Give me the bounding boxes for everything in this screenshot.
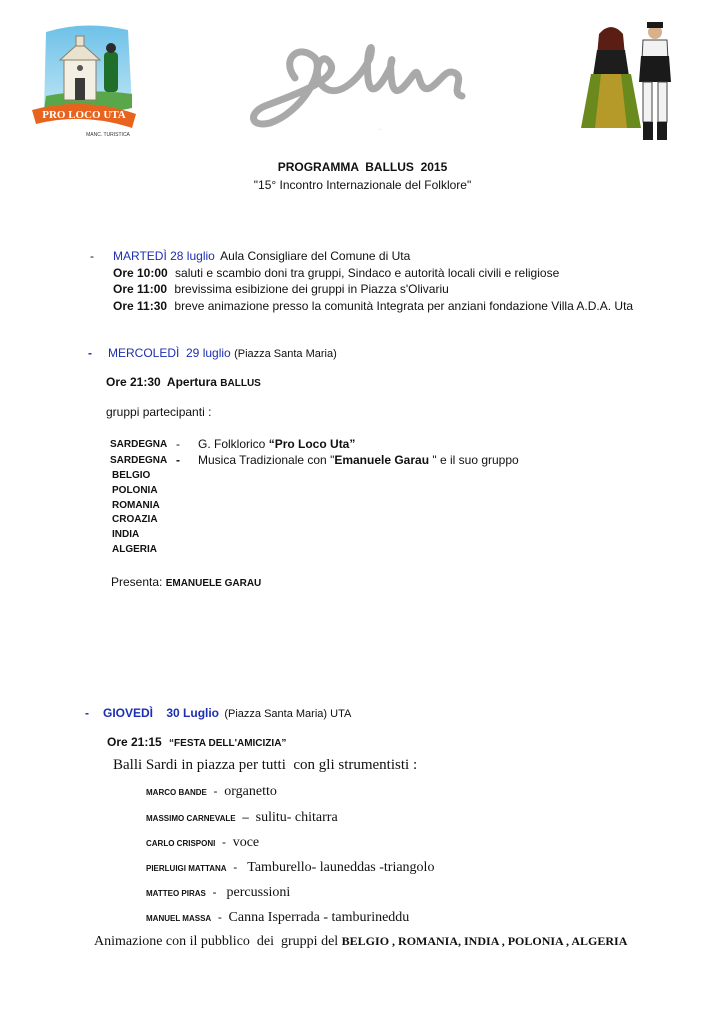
country-item: ROMANIA	[112, 500, 160, 511]
group2-country: SARDEGNA	[110, 455, 168, 466]
country-item: BELGIO	[112, 470, 151, 481]
group2-prefix: Musica Tradizionale con "	[198, 453, 335, 467]
day3-place-suffix: UTA	[327, 708, 352, 720]
country-item: POLONIA	[112, 485, 158, 496]
day1-header	[90, 249, 410, 263]
country-item: CROAZIA	[112, 514, 158, 525]
group1-name: “Pro Loco Uta”	[268, 437, 356, 451]
country-sardegna	[110, 455, 167, 466]
day1-place: Aula Consigliare del Comune di Uta	[220, 249, 411, 263]
day1-item-time: Ore 11:00	[113, 282, 168, 296]
page-title: PROGRAMMA BALLUS 2015	[277, 160, 448, 174]
day2-opening-time: Ore 21:30 Apertura	[106, 375, 217, 389]
group1-line	[198, 437, 355, 451]
country-item: INDIA	[112, 529, 140, 540]
presenter	[111, 575, 261, 589]
musician-sep: -	[206, 784, 225, 798]
day2-date: MERCOLEDÌ 29 luglio	[108, 346, 231, 360]
country-sardegna	[110, 439, 167, 450]
musician-instrument: percussioni	[226, 885, 291, 900]
logo-left-subtext: MANC. TURISTICA	[86, 132, 130, 138]
musician-row	[146, 908, 409, 926]
musician-instrument: Canna Isperrada - tamburineddu	[228, 910, 410, 925]
country-item: ALGERIA	[112, 544, 157, 555]
musician-sep: -	[205, 885, 227, 899]
group2-line	[198, 453, 519, 467]
day3-closing	[94, 934, 627, 950]
day1-item-time: Ore 11:30	[113, 299, 168, 313]
presenter-label: Presenta:	[111, 575, 166, 589]
day3-dash: -	[85, 706, 89, 720]
musician-row	[146, 858, 434, 876]
musician-row	[146, 782, 277, 800]
musician-name: MANUEL MASSA	[146, 914, 212, 923]
musician-name: MARCO BANDE	[146, 788, 207, 797]
musician-instrument: sulitu- chitarra	[255, 810, 338, 825]
group2-name: Emanuele Garau	[334, 453, 430, 467]
day1-item	[113, 266, 559, 280]
group1-dash: -	[176, 437, 180, 451]
musician-instrument: Tamburello- launeddas -triangolo	[247, 860, 435, 875]
signature-text: Ballus	[378, 130, 382, 131]
day3-event	[107, 735, 286, 749]
sardinian-couple-illustration	[575, 16, 685, 144]
day1-item-text: breve animazione presso la comunità Integrata per anziani fondazione Villa A.D.A. Uta	[174, 299, 634, 313]
presenter-name: EMANUELE GARAU	[165, 578, 262, 589]
musician-instrument: organetto	[224, 784, 277, 799]
page-subtitle: "15° Incontro Internazionale del Folklore"	[253, 178, 472, 192]
day2-dash: -	[88, 346, 92, 360]
logo-left-text: PRO LOCO UTA	[42, 109, 126, 121]
day3-place: (Piazza Santa Maria)	[224, 708, 328, 720]
musician-sep: -	[226, 860, 248, 874]
day1-date: MARTEDÌ 28 luglio	[113, 249, 215, 263]
musician-sep: –	[235, 810, 256, 824]
day1-item-text: brevissima esibizione dei gruppi in Piazza s'Olivariu	[174, 282, 449, 296]
day1-dash: -	[90, 249, 94, 263]
musician-name: CARLO CRISPONI	[146, 839, 216, 848]
musician-name: MATTEO PIRAS	[146, 889, 206, 898]
day3-date: GIOVEDÌ 30 Luglio	[103, 706, 220, 720]
musician-row	[146, 883, 290, 901]
group1-prefix: G. Folklorico	[198, 437, 269, 451]
musician-instrument: voce	[232, 835, 260, 850]
day2-opening-name: BALLUS	[220, 378, 261, 389]
day2-header	[88, 346, 337, 360]
day1-item-text: saluti e scambio doni tra gruppi, Sindaco e autorità locali civili e religiose	[175, 266, 560, 280]
group2-suffix: " e il suo gruppo	[429, 453, 519, 467]
day3-event-name: “FESTA DELL'AMICIZIA”	[169, 738, 287, 749]
day2-place: (Piazza Santa Maria)	[234, 348, 337, 360]
closing-groups: BELGIO , ROMANIA, INDIA , POLONIA , ALGERIA	[341, 934, 628, 948]
musician-name: MASSIMO CARNEVALE	[146, 814, 236, 823]
pro-loco-logo	[28, 18, 140, 140]
day2-opening	[106, 375, 261, 389]
day1-item	[113, 282, 449, 296]
musician-sep: -	[215, 835, 233, 849]
ballus-signature	[240, 18, 480, 138]
musician-name: PIERLUIGI MATTANA	[146, 864, 227, 873]
groups-label: gruppi partecipanti :	[106, 405, 212, 419]
group2-dash: -	[176, 453, 180, 467]
day3-header	[85, 706, 351, 720]
day1-item-time: Ore 10:00	[113, 266, 168, 280]
musician-row	[146, 833, 259, 851]
day3-intro: Balli Sardi in piazza per tutti con gli strumentisti :	[113, 757, 418, 773]
musician-sep: -	[211, 910, 229, 924]
group1-country: SARDEGNA	[110, 439, 168, 450]
day3-event-time: Ore 21:15	[107, 735, 162, 749]
closing-prefix: Animazione con il pubblico dei gruppi del	[94, 934, 342, 949]
musician-row	[146, 808, 338, 826]
day1-item	[113, 299, 633, 313]
